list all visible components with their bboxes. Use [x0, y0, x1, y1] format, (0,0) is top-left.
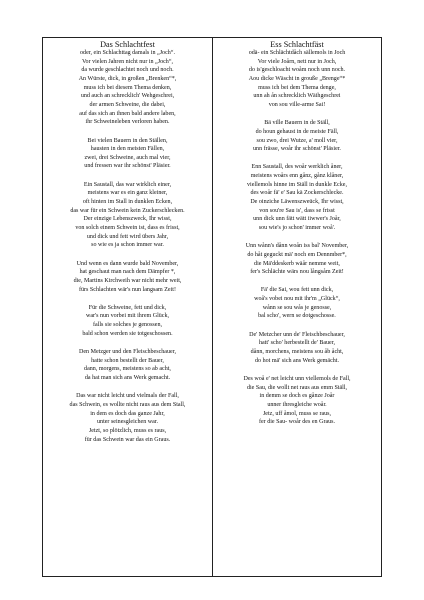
verse-line: so wie es ja schon immer war. — [91, 242, 164, 249]
verse-line: Fä' die Sai, wou fett unn dick, — [260, 287, 334, 294]
verse-line: De oinziche Läwenszweück, Ihr wisst, — [250, 199, 344, 206]
verse-line: Vor viele Joårn, nett nur in Joch, — [257, 58, 337, 65]
verse-line: fer die Sau- woår des en Graus. — [258, 419, 336, 426]
verse-line: das Schwein, es wollte nicht raus aus dem Stall, — [69, 401, 186, 408]
stanza — [46, 392, 209, 444]
verse-line: odä- ein Schlächtdåch sällemols in Joch — [248, 50, 346, 56]
verse-line: De' Metzcher unn de' Fleischbeschauer, — [249, 331, 345, 338]
verse-line: und auch an schrecklich' Wehgeschrei, — [80, 93, 175, 100]
verse-line: ihr Schweineleben verloren haben. — [85, 119, 170, 126]
verse-line: Enn Saustall, des woår werklich åner, — [251, 164, 343, 171]
verse-line: do houn gehaust in de meiste Fäll, — [255, 128, 339, 135]
verse-line: die, Martins Kirchweih war nicht mehr weit, — [73, 277, 182, 284]
verse-line: bal scho', wern se dotgeschosse. — [258, 313, 336, 320]
verse-line: Des woå e' net leicht unn viellemols de Fall, — [243, 375, 351, 382]
stanza — [216, 119, 378, 154]
verse-line: Bä ville Bauern in de Ställ, — [264, 120, 330, 127]
verse-line: fürs Schlachten wär's nun langsam Zeit! — [79, 286, 176, 293]
verse-line: war's nun vorbei mit ihrem Glück, — [85, 313, 170, 320]
verse-line: An Würste, dick, in großen „Brenken“*, — [78, 75, 177, 82]
stanza — [216, 331, 378, 366]
verse-line: hausten in den meisten Fällen, — [90, 146, 165, 153]
verse-line: zwei, drei Schweine, auch mal vier, — [84, 154, 171, 161]
stanza — [216, 242, 378, 277]
verse-line: fer's Schlächte wärs nou långsåm Zeit! — [250, 269, 344, 276]
stanza — [46, 181, 209, 250]
verse-line: do håt geguckt mä' noch em Dennmber*, — [247, 251, 347, 258]
verse-line: meistens woårs enn gånz, gånz klåner, — [250, 173, 344, 180]
verse-line: von sou're Sau is', dass se frisst — [259, 207, 335, 214]
poem-page — [42, 37, 382, 577]
verse-line: woå's vobei nou mit ihr'm „Glück“, — [254, 296, 340, 303]
verse-line: auf das sich an ihnen bald andere laben, — [79, 110, 176, 117]
verse-line: unn frässe, woår ihr schönst' Pläsier. — [253, 146, 341, 153]
verse-line: unn ah ån schrecklich Wäihgeschrei — [253, 93, 341, 100]
verse-line: sou zwo, drei Wutze, a' moll vier, — [256, 137, 338, 144]
stanza — [216, 49, 378, 110]
verse-line: do hot mä' sich ans Werk gemächt. — [255, 357, 339, 364]
stanza — [46, 304, 209, 339]
verse-line: Aou dicke Wäscht in grouße „Brenge“* — [248, 75, 346, 82]
verse-line: Den Metzger und den Fleischbeschauer, — [79, 349, 176, 355]
poem-title-dialect: Ess Schlachtfäst — [270, 40, 324, 49]
verse-line: da wurde geschlachtet noch und noch. — [81, 67, 174, 74]
verse-line: da hat man sich ans Werk gemacht. — [84, 374, 171, 381]
stanza — [46, 260, 209, 295]
verse-line: sou wie's jo schon' immer woå'. — [258, 225, 336, 231]
verse-line: wånn se sou wås je genosse, — [262, 304, 332, 311]
verse-line: in demm se doch es gånze Joår — [259, 393, 335, 400]
verse-line: und fressen war ihr schönst' Pläsier. — [84, 163, 171, 170]
verse-line: dann, morgens, meistens so ab acht, — [84, 366, 171, 373]
dialect-column — [212, 38, 381, 576]
verse-line: hat geschaut man nach dem Dämpfer *, — [79, 269, 176, 276]
verse-line: Jetzt, so plötzlich, muss es raus, — [88, 427, 167, 434]
verse-line: viellemols hinne im Ställ in dunkle Ecke, — [247, 181, 347, 188]
poem-title-german: Das Schlachtfest — [100, 40, 155, 49]
verse-line: das war für ein Schwein kein Zuckerschlecken. — [70, 207, 185, 214]
verse-line: hatt' scho' herbestellt de' Bauer, — [258, 340, 336, 347]
verse-line: Bei vielen Bauern in den Ställen, — [87, 137, 168, 144]
verse-line: hatte schon bestellt der Bauer, — [91, 357, 164, 364]
verse-line: Jetz, uff åmol, muss se raus, — [262, 410, 332, 417]
verse-line: do is'geschloacht woåm noch unn noch. — [248, 67, 346, 74]
standard-german-column — [43, 38, 212, 576]
verse-line: und dick und fett wird übers Jahr, — [86, 233, 169, 240]
verse-line: Für die Schweine, fett und dick, — [88, 304, 167, 311]
verse-line: Das war nicht leicht und vielmals der Fall, — [76, 393, 179, 400]
verse-line: dånn, morchens, meistens sou åb åcht, — [250, 349, 344, 355]
verse-line: muss ich bei diesem Thema denken, — [83, 84, 172, 91]
stanza — [46, 49, 209, 127]
verse-line: Unn wånn's dånn woån iss bal' November, — [245, 243, 349, 250]
verse-line: muss ich bei dem Thema denge, — [258, 84, 336, 91]
verse-line: von sou ville-arme Sai! — [268, 101, 326, 108]
verse-line: von solch einem Schwein ist, dass es frisst, — [75, 225, 180, 231]
verse-line: die Mä'ddeskerb wäår nemme weit, — [254, 260, 340, 267]
stanza — [216, 163, 378, 232]
verse-line: falls sie solches je genossen, — [92, 322, 163, 329]
stanzas-german — [46, 49, 209, 444]
verse-line: in dem es doch das ganze Jahr, — [90, 410, 165, 417]
stanza — [46, 137, 209, 172]
verse-line: die Sau, die wollt net raus aus emm Ställ, — [246, 384, 348, 391]
verse-line: Ein Saustall, das war wirklich einer, — [83, 181, 172, 188]
verse-line: unner ihresgleiche woår. — [267, 401, 327, 408]
stanza — [216, 286, 378, 321]
verse-line: unn dick unn fätt wätt iiwwer's Joår, — [253, 216, 341, 223]
verse-line: bald schon werden sie totgeschossen. — [82, 330, 173, 337]
stanza — [46, 348, 209, 383]
stanza — [216, 375, 378, 427]
verse-line: Vor vielen Jahren nicht nur in „Joch“, — [81, 58, 174, 65]
verse-line: für das Schwein war das ein Graus. — [84, 436, 171, 443]
verse-line: des woår fä' e' Sau kä Zockerschlecke. — [250, 190, 344, 197]
verse-line: oft hinten im Stall in dunklen Ecken, — [82, 199, 173, 206]
verse-line: unter seinesgleichen war. — [97, 419, 158, 426]
verse-line: meistens war es ein ganz kleiner, — [87, 190, 168, 197]
verse-line: der armen Schweine, die dabei, — [89, 101, 166, 108]
verse-line: Und wenn es dann wurde bald November, — [76, 260, 179, 267]
stanzas-dialect — [216, 49, 378, 427]
verse-line: Der einzige Lebenszweck, Ihr wisst, — [83, 216, 172, 223]
verse-line: oder, ein Schlachttag damals in „Joch“. — [80, 50, 175, 56]
